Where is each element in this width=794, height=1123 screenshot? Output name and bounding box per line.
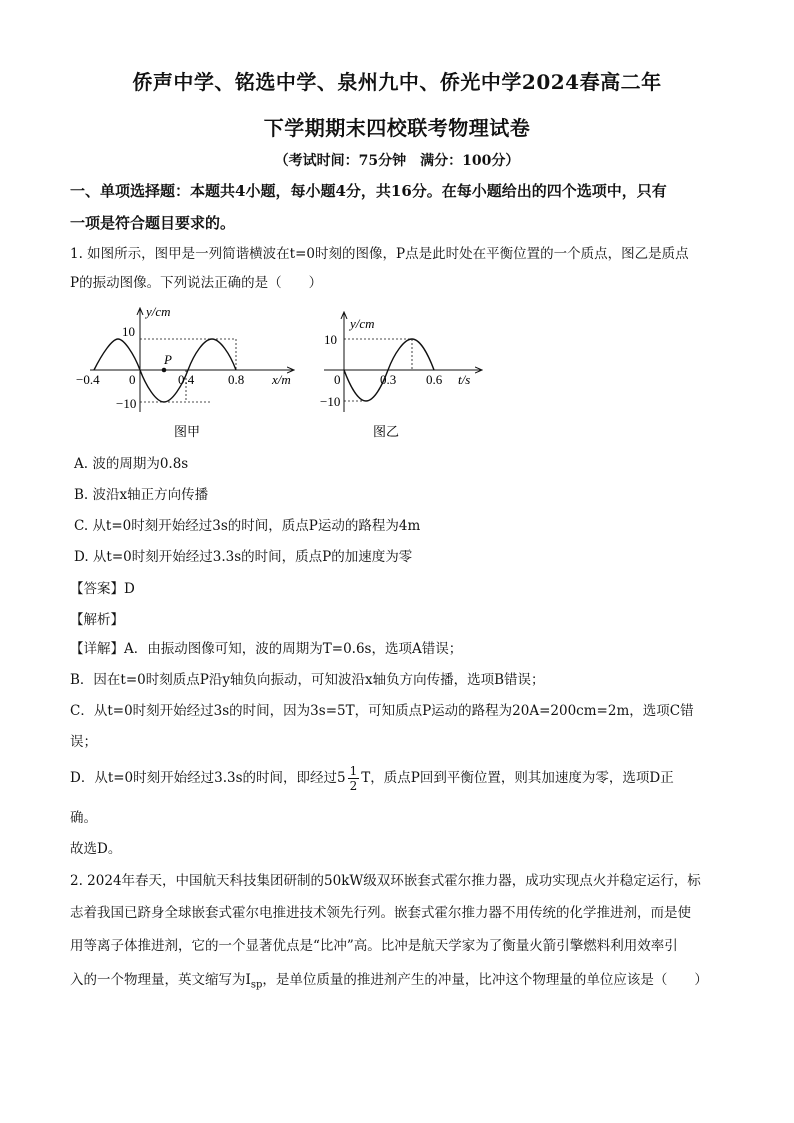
q2-line2: 志着我国已跻身全球嵌套式霍尔电推进技术领先行列。嵌套式霍尔推力器不用传统的化学推进剂，而是使 [70,905,691,921]
wave-tick-y-top: 10 [122,324,135,339]
exam-title-line2: 下学期期末四校联考物理试卷 [263,116,531,140]
vibration-tick-t-0: 0 [334,372,341,387]
point-p-label: P [164,352,172,367]
q1-answer-row [70,577,135,597]
vibration-caption: 图乙 [373,424,400,439]
q1-option-a: A. 波的周期为0.8s [74,456,189,472]
detail-d-line1 [70,763,730,793]
wave-tick-x-0: 0 [129,372,136,387]
detail-d-line2: 确。 [70,810,97,826]
fraction-one-half [348,764,360,793]
wave-caption: 图甲 [174,424,201,439]
fraction-denominator: 2 [349,779,358,793]
vibration-tick-t-06: 0.6 [426,372,443,387]
vibration-tick-y-top: 10 [324,332,337,347]
q1-option-b: B. 波沿x轴正方向传播 [74,487,209,503]
section-heading-line1: 一、单项选择题：本题共4小题，每小题4分，共16分。在每小题给出的四个选项中，只有 [70,182,667,200]
detail-b: B．因在t=0时刻质点P沿y轴负向振动，可知波沿x轴负方向传播，选项B错误； [70,672,545,688]
q1-option-d: D. 从t=0时刻开始经过3.3s的时间，质点P的加速度为零 [74,549,413,565]
detail-d-pre: D．从t=0时刻开始经过3.3s的时间，即经过5 [70,770,346,786]
detail-c-line1: C．从t=0时刻开始经过3s的时间，因为3s=5T，可知质点P运动的路程为20A=200cm=2m，选项C错 [70,703,694,719]
exam-title-line1: 侨声中学、铭选中学、泉州九中、侨光中学2024春高二年 [132,70,662,94]
q2-line3: 用等离子体推进剂，它的一个显著优点是“比冲”高。比冲是航天学家为了衡量火箭引擎燃料利用效率引 [70,938,678,954]
wave-tick-x-04: 0.4 [178,372,195,387]
q1-stem-line1: 1. 如图所示，图甲是一列简谐横波在t=0时刻的图像，P点是此时处在平衡位置的一个质点，图乙是质点 [70,246,689,262]
q2-line4-pre: 入的一个物理量，英文缩写为I [70,972,251,988]
q2-line1: 2. 2024年春天，中国航天科技集团研制的50kW级双环嵌套式霍尔推力器，成功实现点火并稳定运行，标 [70,873,701,889]
detail-a: 【详解】A．由振动图像可知，波的周期为T=0.6s，选项A错误； [70,641,463,657]
wave-x-label: x/m [272,372,291,387]
point-p-marker [162,368,167,373]
wave-graph-figure [72,302,302,447]
detail-conclusion: 故选D。 [70,841,122,857]
q1-stem-line2: P的振动图像。下列说法正确的是（ ） [70,275,323,291]
isp-subscript: sp [250,979,263,991]
detail-d-post: T，质点P回到平衡位置，则其加速度为零，选项D正 [361,770,674,786]
vibration-tick-t-03: 0.3 [380,372,397,387]
detail-c-line2: 误； [70,734,97,750]
wave-tick-x-08: 0.8 [228,372,245,387]
q2-line4-post: ，是单位质量的推进剂产生的冲量，比冲这个物理量的单位应该是（ ） [262,972,708,988]
q2-line4 [70,965,730,1001]
vibration-tick-y-bottom: −10 [320,394,341,409]
q1-option-c: C. 从t=0时刻开始经过3s的时间，质点P运动的路程为4m [74,518,421,534]
vibration-graph-figure [318,308,488,448]
fraction-numerator: 1 [349,764,358,778]
vibration-y-label: y/cm [350,316,375,331]
answer-value: D [124,581,135,597]
analysis-tag: 【解析】 [70,612,124,628]
wave-tick-x-neg04: −0.4 [76,372,100,387]
wave-y-label: y/cm [146,304,171,319]
exam-info: （考试时间：75分钟 满分：100分） [274,153,520,169]
answer-tag: 【答案】 [70,581,124,597]
section-heading-line2: 一项是符合题目要求的。 [70,214,236,232]
wave-tick-y-bottom: −10 [116,396,137,411]
vibration-t-label: t/s [458,372,471,387]
